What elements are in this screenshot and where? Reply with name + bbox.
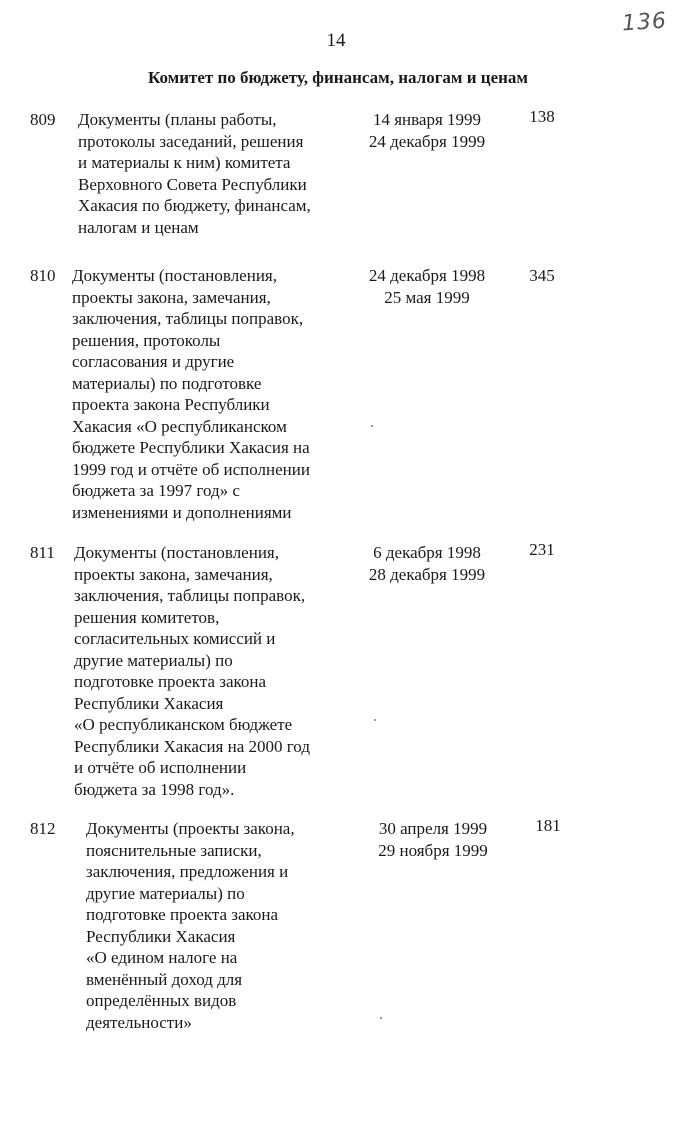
record-date-start: 24 декабря 1998 bbox=[368, 266, 486, 285]
scan-speck bbox=[380, 1017, 382, 1019]
record-title: Документы (постановления, проекты закона, замечания, заключения, таблицы поправок, решения, протоколы согласования и другие материалы) по подготовке проекта закона Республики Хакасия «О республиканском бюджете Республики Хакасия на 1999 год и отчёте об исполнении бюджета за 1997 год» с изменениями и дополнениями bbox=[72, 266, 310, 522]
section-heading: Комитет по бюджету, финансам, налогам и ценам bbox=[147, 68, 529, 87]
record-sheet-count: 231 bbox=[529, 540, 555, 559]
record-sheet-count: 345 bbox=[529, 266, 555, 285]
record-dates bbox=[352, 265, 502, 308]
record-date-start: 30 апреля 1999 bbox=[378, 819, 488, 838]
record-number: 811 bbox=[30, 543, 55, 562]
record-title: Документы (планы работы, протоколы заседаний, решения и материалы к ним) комитета Верховного Совета Республики Хакасия по бюджету, финансам, налогам и ценам bbox=[78, 110, 311, 237]
record-date-start: 6 декабря 1998 bbox=[373, 543, 481, 562]
record-sheet-count: 138 bbox=[529, 107, 555, 126]
scan-speck bbox=[371, 425, 373, 427]
record-date-end: 29 ноября 1999 bbox=[378, 840, 488, 860]
record-number: 812 bbox=[30, 819, 56, 838]
record-dates bbox=[352, 109, 502, 152]
record-title: Документы (проекты закона, пояснительные записки, заключения, предложения и другие материалы) по подготовке проекта закона Республики Хакасия «О едином налоге на вменённый доход для определённых видов деятельности» bbox=[86, 819, 295, 1032]
page-number: 14 bbox=[326, 30, 346, 51]
record-number: 810 bbox=[30, 266, 56, 285]
record-title: Документы (постановления, проекты закона, замечания, заключения, таблицы поправок, решения комитетов, согласительных комиссий и другие материалы) по подготовке проекта закона Республики Хакасия «О республиканском бюджете Республики Хакасия на 2000 год и отчёте об исполнении бюджета за 1998 год». bbox=[74, 543, 310, 799]
scan-speck bbox=[374, 719, 376, 721]
record-sheet-count: 181 bbox=[535, 816, 561, 835]
record-date-end: 28 декабря 1999 bbox=[368, 564, 486, 584]
record-dates bbox=[352, 542, 502, 585]
record-dates bbox=[358, 818, 508, 861]
record-date-start: 14 января 1999 bbox=[372, 110, 482, 129]
record-date-end: 25 мая 1999 bbox=[384, 287, 470, 307]
record-number: 809 bbox=[30, 110, 56, 129]
handwritten-archive-number: 136 bbox=[621, 8, 668, 37]
record-date-end: 24 декабря 1999 bbox=[368, 131, 486, 151]
